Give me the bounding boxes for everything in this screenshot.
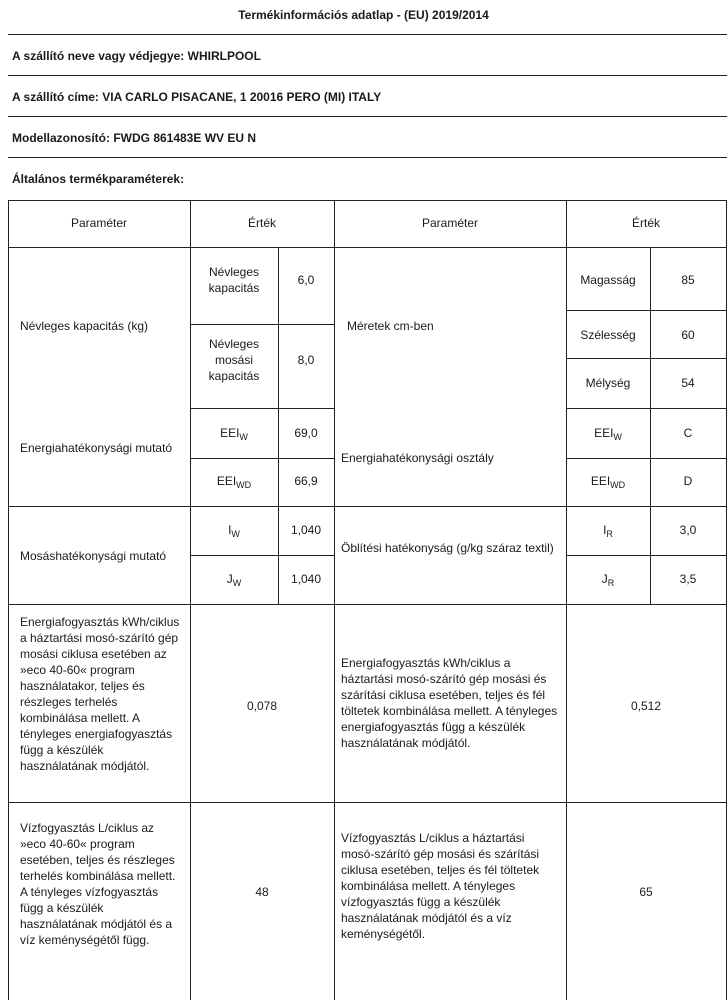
water-consumption-washdry-value: 65 xyxy=(639,885,653,899)
energy-consumption-wash-value: 0,078 xyxy=(246,699,278,713)
divider xyxy=(8,34,727,35)
header-value: Érték xyxy=(631,216,660,230)
header-parameter: Paraméter xyxy=(70,216,128,230)
ir-value: 3,0 xyxy=(679,523,697,537)
jw-label: $J_W$ xyxy=(226,572,242,588)
divider xyxy=(8,116,727,117)
eei-w-value: 69,0 xyxy=(294,426,318,440)
washing-efficiency-label: Mosáshatékonysági mutató xyxy=(20,549,167,563)
water-consumption-wash-value: 48 xyxy=(255,885,269,899)
jw-value: 1,040 xyxy=(290,572,322,586)
class-eei-wd-value: D xyxy=(683,474,693,488)
header-value: Érték xyxy=(247,216,276,230)
iw-value: 1,040 xyxy=(290,523,322,537)
divider xyxy=(8,75,727,76)
supplier-address: A szállító címe: VIA CARLO PISACANE, 1 20016 PERO (MI) ITALY xyxy=(12,90,382,104)
energy-class-label: Energiahatékonysági osztály xyxy=(341,451,494,465)
depth-value: 54 xyxy=(681,376,695,390)
model-identifier: Modellazonosító: FWDG 861483E WV EU N xyxy=(12,131,257,145)
parameter-table xyxy=(8,200,727,1000)
supplier-name: A szállító neve vagy védjegye: WHIRLPOOL xyxy=(12,49,261,63)
header-parameter: Paraméter xyxy=(421,216,479,230)
rated-wash-capacity-value: 8,0 xyxy=(297,353,315,367)
eei-w-label: $EEI_W$ xyxy=(220,426,248,442)
depth-label: Mélység xyxy=(585,376,631,390)
divider xyxy=(8,157,727,158)
energy-consumption-wash-label: Energiafogyasztás kWh/ciklus a háztartási mosó-szárító gép mosási ciklusa esetében az »eco 40-60« program használatakor, teljes és részleges terhelés kombinálása mellett. A tényleges energiafogyasztás függ a készülék használatának módjától. xyxy=(20,615,180,773)
eei-label: Energiahatékonysági mutató xyxy=(20,441,173,455)
class-eei-wd-label: $EEI_{WD}$ xyxy=(590,474,626,490)
water-consumption-washdry-label: Vízfogyasztás L/ciklus a háztartási mosó-szárító gép mosási és szárítási ciklusa esetében, teljes és fél töltetek kombinálása mellett. A tényleges vízfogyasztás függ a készülék használatának módjától és a víz keménységétől. xyxy=(341,831,540,941)
capacity-label: Névleges kapacitás (kg) xyxy=(20,319,149,333)
rated-capacity-label: Névleges kapacitás xyxy=(208,265,260,295)
jr-label: $J_R$ xyxy=(601,572,615,588)
class-eei-w-value: C xyxy=(683,426,693,440)
eei-wd-label: $EEI_{WD}$ xyxy=(216,474,252,490)
sheet-title: Termékinformációs adatlap - (EU) 2019/2014 xyxy=(238,8,489,22)
water-consumption-wash-label: Vízfogyasztás L/ciklus az »eco 40-60« program esetében, teljes és részleges terhelés kombinálása mellett. A tényleges vízfogyasztás függ a készülék használatának módjától és a víz keménységétől függ. xyxy=(20,821,176,947)
iw-label: $I_W$ xyxy=(228,523,240,539)
energy-consumption-washdry-label: Energiafogyasztás kWh/ciklus a háztartási mosó-szárító gép mosási és szárítási ciklusa esetében, teljes és fél töltetek kombinálása mellett. A tényleges energiafogyasztás függ a készülék használatának módjától. xyxy=(341,656,558,750)
rinsing-efficiency-label: Öblítési hatékonyság (g/kg száraz textil) xyxy=(341,541,554,555)
height-label: Magasság xyxy=(580,273,636,287)
general-params-heading: Általános termékparaméterek: xyxy=(12,172,185,186)
width-value: 60 xyxy=(681,328,695,342)
dimensions-label: Méretek cm-ben xyxy=(347,319,434,333)
eei-wd-value: 66,9 xyxy=(294,474,318,488)
ir-label: $I_R$ xyxy=(603,523,613,539)
class-eei-w-label: $EEI_W$ xyxy=(594,426,622,442)
height-value: 85 xyxy=(681,273,695,287)
width-label: Szélesség xyxy=(580,328,636,342)
jr-value: 3,5 xyxy=(679,572,697,586)
energy-consumption-washdry-value: 0,512 xyxy=(630,699,662,713)
rated-wash-capacity-label: Névleges mosási kapacitás xyxy=(208,337,260,383)
rated-capacity-value: 6,0 xyxy=(297,273,315,287)
